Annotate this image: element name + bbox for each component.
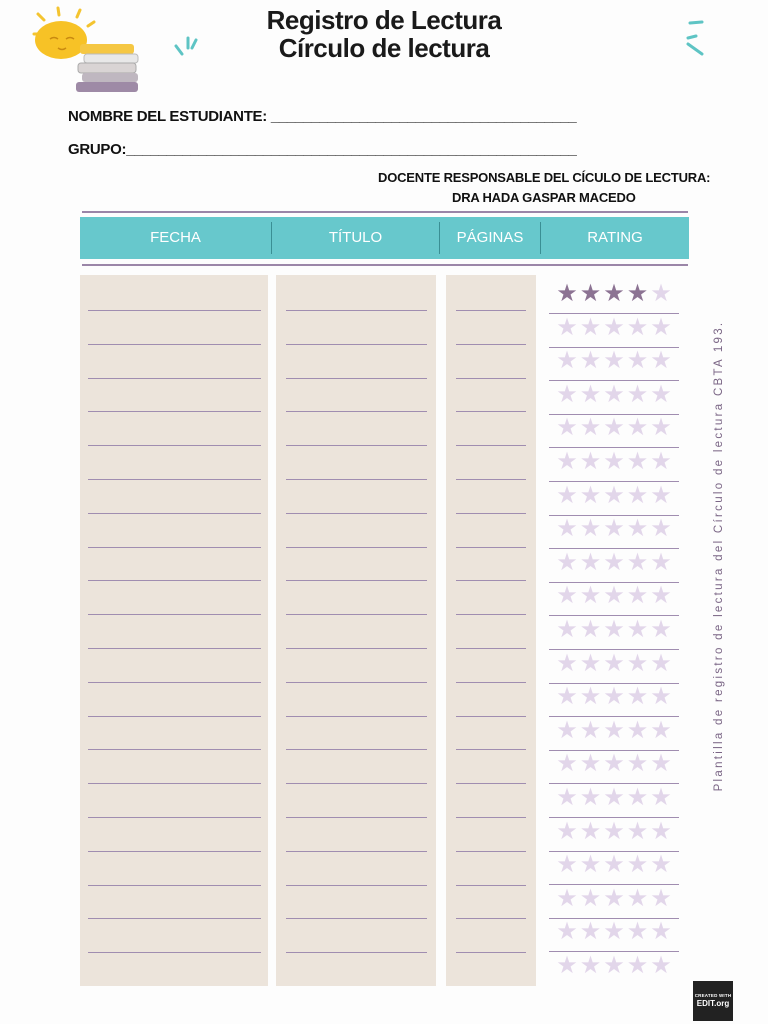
write-line — [88, 783, 261, 784]
write-line — [456, 817, 526, 818]
rating-star-icon[interactable]: ★ — [626, 716, 649, 744]
write-line — [286, 513, 427, 514]
rating-star-icon[interactable]: ★ — [603, 448, 625, 475]
write-line — [456, 310, 526, 311]
rating-star-icon[interactable]: ★ — [579, 649, 602, 677]
write-line — [456, 749, 526, 750]
side-caption: Plantilla de registro de lectura del Círculo de lectura CBTA 193. — [713, 320, 725, 792]
rating-star-icon[interactable]: ★ — [556, 414, 578, 442]
write-line — [286, 783, 427, 784]
edit-org-badge — [693, 981, 733, 1021]
rating-star-icon[interactable]: ★ — [626, 649, 649, 677]
write-line — [286, 580, 427, 581]
rating-star-icon[interactable]: ★ — [556, 952, 578, 979]
write-line — [286, 479, 427, 480]
rating-star-icon[interactable]: ★ — [603, 313, 625, 341]
column-header-rating: RATING — [587, 229, 643, 246]
rating-star-icon[interactable]: ★ — [556, 716, 578, 744]
rating-star-icon[interactable]: ★ — [626, 918, 649, 946]
rating-star-icon[interactable]: ★ — [579, 515, 602, 543]
rating-star-icon[interactable]: ★ — [603, 616, 625, 643]
write-line — [88, 411, 261, 412]
write-line — [88, 310, 261, 311]
write-line — [456, 716, 526, 717]
rating-star-icon[interactable]: ★ — [556, 851, 578, 879]
rating-star-icon[interactable]: ★ — [603, 918, 625, 946]
rating-star-icon[interactable]: ★ — [579, 280, 602, 307]
rating-star-icon[interactable]: ★ — [650, 414, 672, 442]
write-line — [286, 885, 427, 886]
rating-star-icon[interactable]: ★ — [603, 851, 625, 879]
write-line — [456, 479, 526, 480]
rating-star-icon[interactable]: ★ — [626, 414, 649, 442]
write-line — [286, 344, 427, 345]
rating-star-icon[interactable]: ★ — [579, 347, 602, 375]
write-line — [456, 851, 526, 852]
header-top-rule — [82, 211, 688, 213]
rating-star-icon[interactable]: ★ — [650, 380, 672, 408]
write-line — [88, 918, 261, 919]
write-line — [286, 952, 427, 953]
write-line — [286, 310, 427, 311]
table-header — [80, 217, 689, 259]
write-line — [456, 580, 526, 581]
rating-star-icon[interactable]: ★ — [603, 280, 625, 307]
rating-star-icon[interactable]: ★ — [579, 582, 602, 610]
write-line — [286, 614, 427, 615]
rating-star-icon[interactable]: ★ — [579, 817, 602, 845]
rating-star-icon[interactable]: ★ — [626, 616, 649, 643]
rating-star-icon[interactable]: ★ — [626, 313, 649, 341]
rating-star-icon[interactable]: ★ — [579, 716, 602, 744]
write-line — [88, 817, 261, 818]
rating-star-icon[interactable]: ★ — [579, 784, 602, 811]
write-line — [456, 682, 526, 683]
write-line — [456, 411, 526, 412]
rating-star-icon[interactable]: ★ — [579, 851, 602, 879]
rating-star-icon[interactable]: ★ — [650, 582, 672, 610]
rating-star-icon[interactable]: ★ — [650, 347, 672, 375]
write-line — [286, 918, 427, 919]
rating-star-icon[interactable]: ★ — [650, 649, 672, 677]
write-line — [286, 648, 427, 649]
column-header-pages: PÁGINAS — [456, 229, 524, 246]
column-header-date: FECHA — [150, 229, 201, 246]
write-line — [456, 445, 526, 446]
rating-star-icon[interactable]: ★ — [556, 582, 578, 610]
rating-star-icon[interactable]: ★ — [650, 817, 672, 845]
rating-star-icon[interactable]: ★ — [603, 582, 625, 610]
rating-star-icon[interactable]: ★ — [626, 817, 649, 845]
rating-star-icon[interactable]: ★ — [650, 918, 672, 946]
rating-star-icon[interactable]: ★ — [603, 649, 625, 677]
write-line — [286, 716, 427, 717]
rating-star-icon[interactable]: ★ — [626, 448, 649, 475]
rating-star-icon[interactable]: ★ — [556, 750, 578, 778]
rating-star-icon[interactable]: ★ — [650, 884, 672, 912]
rating-star-icon[interactable]: ★ — [579, 683, 602, 711]
group-field: GRUPO:________________________________________________________ — [68, 141, 577, 158]
write-line — [286, 817, 427, 818]
write-line — [88, 479, 261, 480]
rating-star-icon[interactable]: ★ — [556, 884, 578, 912]
write-line — [88, 614, 261, 615]
rating-star-icon[interactable]: ★ — [626, 851, 649, 879]
rating-star-icon[interactable]: ★ — [603, 716, 625, 744]
rating-star-icon[interactable]: ★ — [579, 380, 602, 408]
rating-star-icon[interactable]: ★ — [556, 515, 578, 543]
rating-star-icon[interactable]: ★ — [650, 616, 672, 643]
write-line — [88, 547, 261, 548]
rating-star-icon[interactable]: ★ — [626, 380, 649, 408]
write-line — [456, 885, 526, 886]
write-line — [286, 547, 427, 548]
write-line — [456, 918, 526, 919]
rating-star-icon[interactable]: ★ — [579, 481, 602, 509]
title-column — [276, 275, 436, 986]
rating-star-icon[interactable]: ★ — [650, 515, 672, 543]
rating-star-icon[interactable]: ★ — [650, 851, 672, 879]
rating-star-icon[interactable]: ★ — [579, 616, 602, 643]
rating-star-icon[interactable]: ★ — [626, 481, 649, 509]
rating-star-icon[interactable]: ★ — [603, 784, 625, 811]
rating-star-icon[interactable]: ★ — [603, 683, 625, 711]
write-line — [88, 513, 261, 514]
rating-star-icon[interactable]: ★ — [579, 548, 602, 576]
write-line — [88, 952, 261, 953]
rating-star-icon[interactable]: ★ — [626, 582, 649, 610]
rating-star-icon[interactable]: ★ — [603, 347, 625, 375]
rating-star-icon[interactable]: ★ — [650, 548, 672, 576]
write-line — [456, 344, 526, 345]
rating-star-icon[interactable]: ★ — [556, 683, 578, 711]
write-line — [88, 682, 261, 683]
rating-star-icon[interactable]: ★ — [626, 683, 649, 711]
pages-column — [446, 275, 536, 986]
rating-star-icon[interactable]: ★ — [579, 750, 602, 778]
student-name-field: NOMBRE DEL ESTUDIANTE: ______________________________________ — [68, 108, 577, 125]
write-line — [88, 378, 261, 379]
rating-star-icon[interactable]: ★ — [650, 481, 672, 509]
write-line — [456, 513, 526, 514]
rating-star-icon[interactable]: ★ — [626, 280, 649, 307]
rating-star-icon[interactable]: ★ — [626, 515, 649, 543]
rating-star-icon[interactable]: ★ — [603, 414, 625, 442]
rating-star-icon[interactable]: ★ — [650, 952, 672, 979]
rating-star-icon[interactable]: ★ — [556, 280, 578, 307]
rating-star-icon[interactable]: ★ — [556, 649, 578, 677]
write-line — [286, 445, 427, 446]
write-line — [286, 851, 427, 852]
write-line — [88, 580, 261, 581]
rating-star-icon[interactable]: ★ — [556, 817, 578, 845]
write-line — [88, 344, 261, 345]
rating-star-icon[interactable]: ★ — [556, 481, 578, 509]
rating-star-icon[interactable]: ★ — [626, 750, 649, 778]
write-line — [88, 851, 261, 852]
write-line — [286, 411, 427, 412]
write-line — [456, 952, 526, 953]
rating-star-icon[interactable]: ★ — [603, 884, 625, 912]
rating-star-icon[interactable]: ★ — [603, 952, 625, 979]
rating-star-icon[interactable]: ★ — [650, 716, 672, 744]
write-line — [88, 648, 261, 649]
write-line — [88, 885, 261, 886]
write-line — [286, 749, 427, 750]
rating-star-icon[interactable]: ★ — [579, 313, 602, 341]
rating-star-icon[interactable]: ★ — [579, 918, 602, 946]
rating-star-icon[interactable]: ★ — [650, 280, 672, 307]
page-title: Registro de Lectura — [266, 5, 502, 35]
rating-star-icon[interactable]: ★ — [650, 683, 672, 711]
rating-star-icon[interactable]: ★ — [556, 548, 578, 576]
badge-logo: EDIT.org — [696, 999, 730, 1009]
write-line — [88, 445, 261, 446]
rating-star-icon[interactable]: ★ — [650, 784, 672, 811]
rating-star-icon[interactable]: ★ — [579, 952, 602, 979]
rating-star-icon[interactable]: ★ — [579, 414, 602, 442]
rating-star-icon[interactable]: ★ — [650, 313, 672, 341]
header-bottom-rule — [82, 264, 688, 266]
write-line — [456, 648, 526, 649]
rating-star-icon[interactable]: ★ — [650, 750, 672, 778]
rating-star-icon[interactable]: ★ — [556, 616, 578, 643]
rating-star-icon[interactable]: ★ — [556, 380, 578, 408]
rating-star-icon[interactable]: ★ — [626, 548, 649, 576]
date-column — [80, 275, 268, 986]
rating-star-icon[interactable]: ★ — [626, 784, 649, 811]
rating-star-icon[interactable]: ★ — [579, 448, 602, 475]
rating-star-icon[interactable]: ★ — [650, 448, 672, 475]
rating-star-icon[interactable]: ★ — [626, 952, 649, 979]
rating-star-icon[interactable]: ★ — [626, 884, 649, 912]
rating-star-icon[interactable]: ★ — [556, 313, 578, 341]
write-line — [456, 547, 526, 548]
rating-star-icon[interactable]: ★ — [556, 347, 578, 375]
badge-caption: CREATED WITH — [694, 992, 732, 998]
teacher-label: DOCENTE RESPONSABLE DEL CÍCULO DE LECTURA: — [378, 170, 711, 185]
rating-star-icon[interactable]: ★ — [556, 918, 578, 946]
teacher-name: DRA HADA GASPAR MACEDO — [452, 190, 636, 205]
rating-star-icon[interactable]: ★ — [603, 548, 625, 576]
write-line — [456, 783, 526, 784]
rating-star-icon[interactable]: ★ — [626, 347, 649, 375]
write-line — [88, 716, 261, 717]
rating-star-icon[interactable]: ★ — [603, 817, 625, 845]
page-subtitle: Círculo de lectura — [278, 33, 490, 63]
rating-star-icon[interactable]: ★ — [603, 481, 625, 509]
write-line — [456, 378, 526, 379]
write-line — [286, 378, 427, 379]
rating-star-icon[interactable]: ★ — [603, 515, 625, 543]
rating-star-icon[interactable]: ★ — [603, 380, 625, 408]
rating-star-icon[interactable]: ★ — [556, 784, 578, 811]
rating-star-icon[interactable]: ★ — [603, 750, 625, 778]
write-line — [456, 614, 526, 615]
rating-star-icon[interactable]: ★ — [579, 884, 602, 912]
write-line — [286, 682, 427, 683]
write-line — [88, 749, 261, 750]
column-header-title: TÍTULO — [328, 229, 383, 246]
rating-star-icon[interactable]: ★ — [556, 448, 578, 475]
